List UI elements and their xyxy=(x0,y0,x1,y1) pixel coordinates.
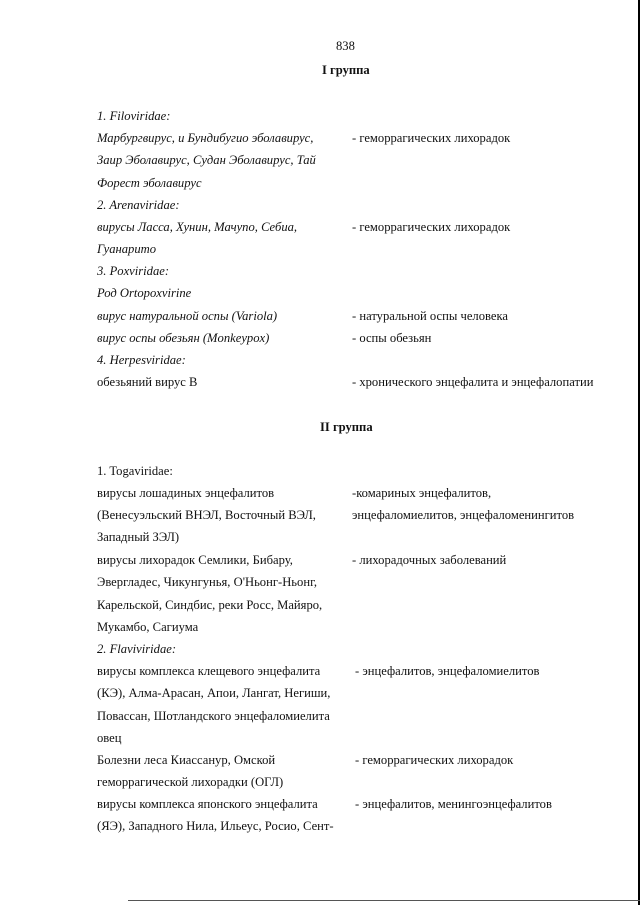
flaviviridae-disease-1: - энцефалитов, энцефаломиелитов xyxy=(355,664,540,678)
flaviviridae-line-5: Болезни леса Киассанур, Омской xyxy=(97,753,276,767)
variola-virus: вирус натуральной оспы (Variola) xyxy=(97,309,278,323)
variola-disease: - натуральной оспы человека xyxy=(352,309,508,323)
arenaviridae-viruses-line-2: Гуанарито xyxy=(97,242,157,256)
flaviviridae-line-1: вирусы комплекса клещевого энцефалита xyxy=(97,664,321,678)
monkeypox-virus: вирус оспы обезьян (Monkeypox) xyxy=(97,331,270,345)
family-flaviviridae: 2. Flaviviridae: xyxy=(97,642,177,656)
family-arenaviridae: 2. Arenaviridae: xyxy=(97,198,180,212)
group-1-heading: I группа xyxy=(322,63,370,77)
family-togaviridae: 1. Togaviridae: xyxy=(97,464,173,478)
herpes-b-virus: обезьяний вирус В xyxy=(97,375,198,389)
filoviridae-disease: - геморрагических лихорадок xyxy=(352,131,511,145)
filoviridae-viruses-line-1: Марбургвирус, и Бундибугио эболавирус, xyxy=(97,131,314,145)
filoviridae-viruses-line-3: Форест эболавирус xyxy=(97,176,202,190)
family-herpesviridae: 4. Herpesviridae: xyxy=(97,353,186,367)
togaviridae-line-3: Западный ЗЭЛ) xyxy=(97,530,180,544)
togaviridae-line-6: Карельской, Синдбис, реки Росс, Майяро, xyxy=(97,598,323,612)
page-number: 838 xyxy=(336,39,355,53)
flaviviridae-line-6: геморрагической лихорадки (ОГЛ) xyxy=(97,775,284,789)
togaviridae-line-4: вирусы лихорадок Семлики, Бибару, xyxy=(97,553,293,567)
scan-edge-bottom xyxy=(128,900,640,901)
togaviridae-disease-2: энцефаломиелитов, энцефаломенингитов xyxy=(352,508,575,522)
togaviridae-disease-1: -комариных энцефалитов, xyxy=(352,486,492,500)
group-2-heading: II группа xyxy=(320,420,373,434)
flaviviridae-disease-7: - энцефалитов, менингоэнцефалитов xyxy=(355,797,552,811)
flaviviridae-disease-5: - геморрагических лихорадок xyxy=(355,753,514,767)
family-filoviridae: 1. Filoviridae: xyxy=(97,109,171,123)
flaviviridae-line-2: (КЭ), Алма-Арасан, Апои, Лангат, Негиши, xyxy=(97,686,331,700)
togaviridae-line-2: (Венесуэльский ВНЭЛ, Восточный ВЭЛ, xyxy=(97,508,316,522)
flaviviridae-line-7: вирусы комплекса японского энцефалита xyxy=(97,797,318,811)
flaviviridae-line-4: овец xyxy=(97,731,122,745)
monkeypox-disease: - оспы обезьян xyxy=(352,331,432,345)
togaviridae-line-5: Эвергладес, Чикунгунья, О'Ньонг-Ньонг, xyxy=(97,575,317,589)
togaviridae-line-7: Мукамбо, Сагиума xyxy=(97,620,199,634)
flaviviridae-line-8: (ЯЭ), Западного Нила, Ильеус, Росио, Сент- xyxy=(97,819,334,833)
flaviviridae-line-3: Повассан, Шотландского энцефаломиелита xyxy=(97,709,330,723)
togaviridae-disease-4: - лихорадочных заболеваний xyxy=(352,553,507,567)
filoviridae-viruses-line-2: Заир Эболавирус, Судан Эболавирус, Тай xyxy=(97,153,316,167)
herpes-b-disease: - хронического энцефалита и энцефалопатии xyxy=(352,375,594,389)
arenaviridae-viruses-line-1: вирусы Ласса, Хунин, Мачупо, Себиа, xyxy=(97,220,298,234)
togaviridae-line-1: вирусы лошадиных энцефалитов xyxy=(97,486,275,500)
family-poxviridae: 3. Poxviridae: xyxy=(97,264,170,278)
arenaviridae-disease: - геморрагических лихорадок xyxy=(352,220,511,234)
poxviridae-genus: Род Ortopoxvirine xyxy=(97,286,192,300)
